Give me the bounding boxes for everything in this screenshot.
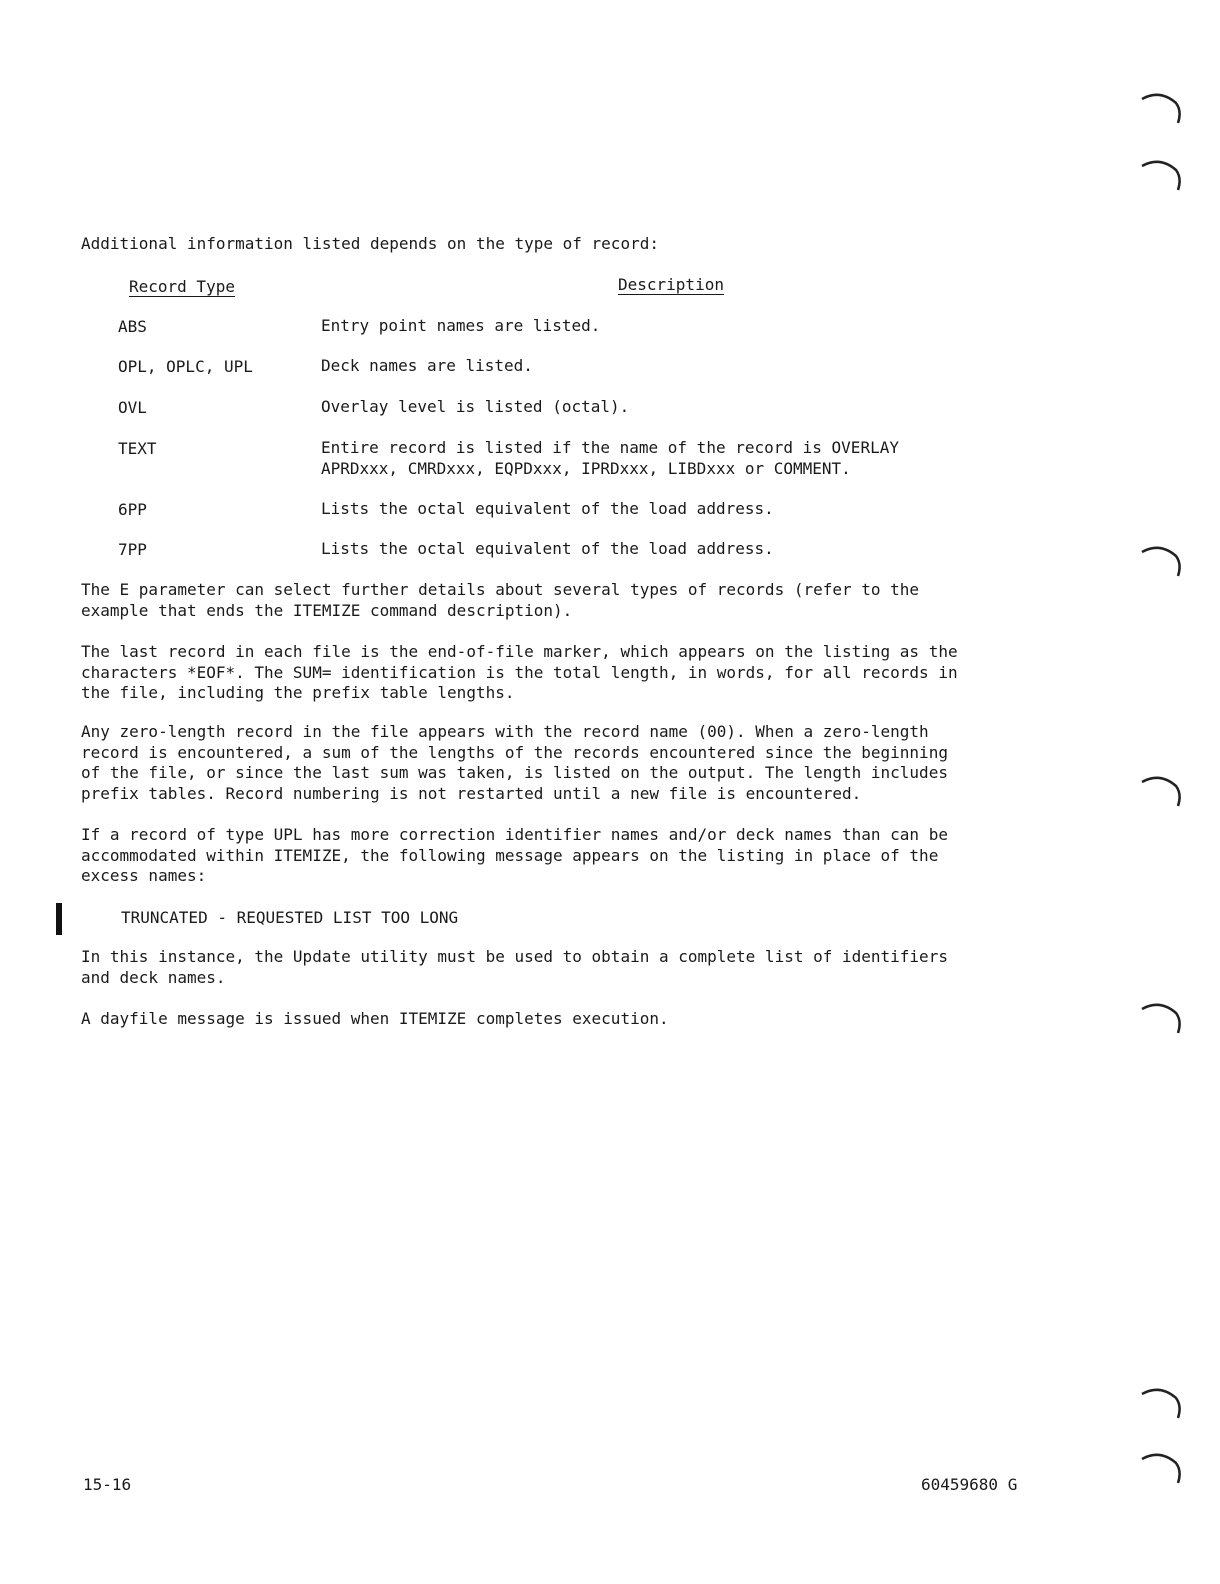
last-record-paragraph: The last record in each file is the end-of-file marker, which appears on the listing as the characters *EOF*. The SUM= identification is the total length, in words, for all records in the file, including the prefix table lengths.	[81, 642, 958, 702]
record-desc-ovl: Overlay level is listed (octal).	[321, 397, 630, 416]
binder-hole-icon	[1138, 768, 1184, 814]
dayfile-paragraph: A dayfile message is issued when ITEMIZE completes execution.	[81, 1009, 669, 1028]
record-desc-6pp: Lists the octal equivalent of the load address.	[321, 499, 774, 518]
record-type-7pp: 7PP	[118, 540, 147, 559]
record-type-opl: OPL, OPLC, UPL	[118, 357, 253, 376]
change-bar	[56, 903, 62, 935]
document-number: 60459680 G	[921, 1475, 1018, 1494]
binder-hole-icon	[1138, 152, 1184, 198]
e-parameter-paragraph: The E parameter can select further details about several types of records (refer to the example that ends the ITEMIZE command description).	[81, 580, 920, 620]
binder-hole-icon	[1138, 995, 1184, 1041]
binder-hole-icon	[1138, 85, 1184, 131]
intro-text: Additional information listed depends on the type of record:	[81, 234, 659, 253]
record-desc-opl: Deck names are listed.	[321, 356, 533, 375]
record-desc-7pp: Lists the octal equivalent of the load address.	[321, 539, 774, 558]
upl-paragraph: If a record of type UPL has more correction identifier names and/or deck names than can be accommodated within ITEMIZE, the following message appears on the listing in place of the excess names:	[81, 825, 948, 885]
record-desc-abs: Entry point names are listed.	[321, 316, 601, 335]
record-type-abs: ABS	[118, 317, 147, 336]
record-type-text: TEXT	[118, 439, 157, 458]
binder-hole-icon	[1138, 1445, 1184, 1491]
binder-hole-icon	[1138, 1380, 1184, 1426]
record-desc-text: Entire record is listed if the name of the record is OVERLAY APRDxxx, CMRDxxx, EQPDxxx, IPRDxxx, LIBDxxx or COMMENT.	[321, 438, 899, 478]
header-record-type: Record Type	[129, 277, 235, 296]
instance-paragraph: In this instance, the Update utility must be used to obtain a complete list of identifiers and deck names.	[81, 947, 948, 987]
truncated-message: TRUNCATED - REQUESTED LIST TOO LONG	[121, 908, 459, 927]
header-description: Description	[618, 275, 724, 294]
record-type-6pp: 6PP	[118, 500, 147, 519]
page-number: 15-16	[83, 1475, 132, 1494]
binder-hole-icon	[1138, 538, 1184, 584]
record-type-ovl: OVL	[118, 398, 147, 417]
zero-length-paragraph: Any zero-length record in the file appears with the record name (00). When a zero-length record is encountered, a sum of the lengths of the records encountered since the beginning of the file, or since the last sum was taken, is listed on the output. The length includes prefix tables. Record numbering is not restarted until a new file is encountered.	[81, 722, 948, 803]
